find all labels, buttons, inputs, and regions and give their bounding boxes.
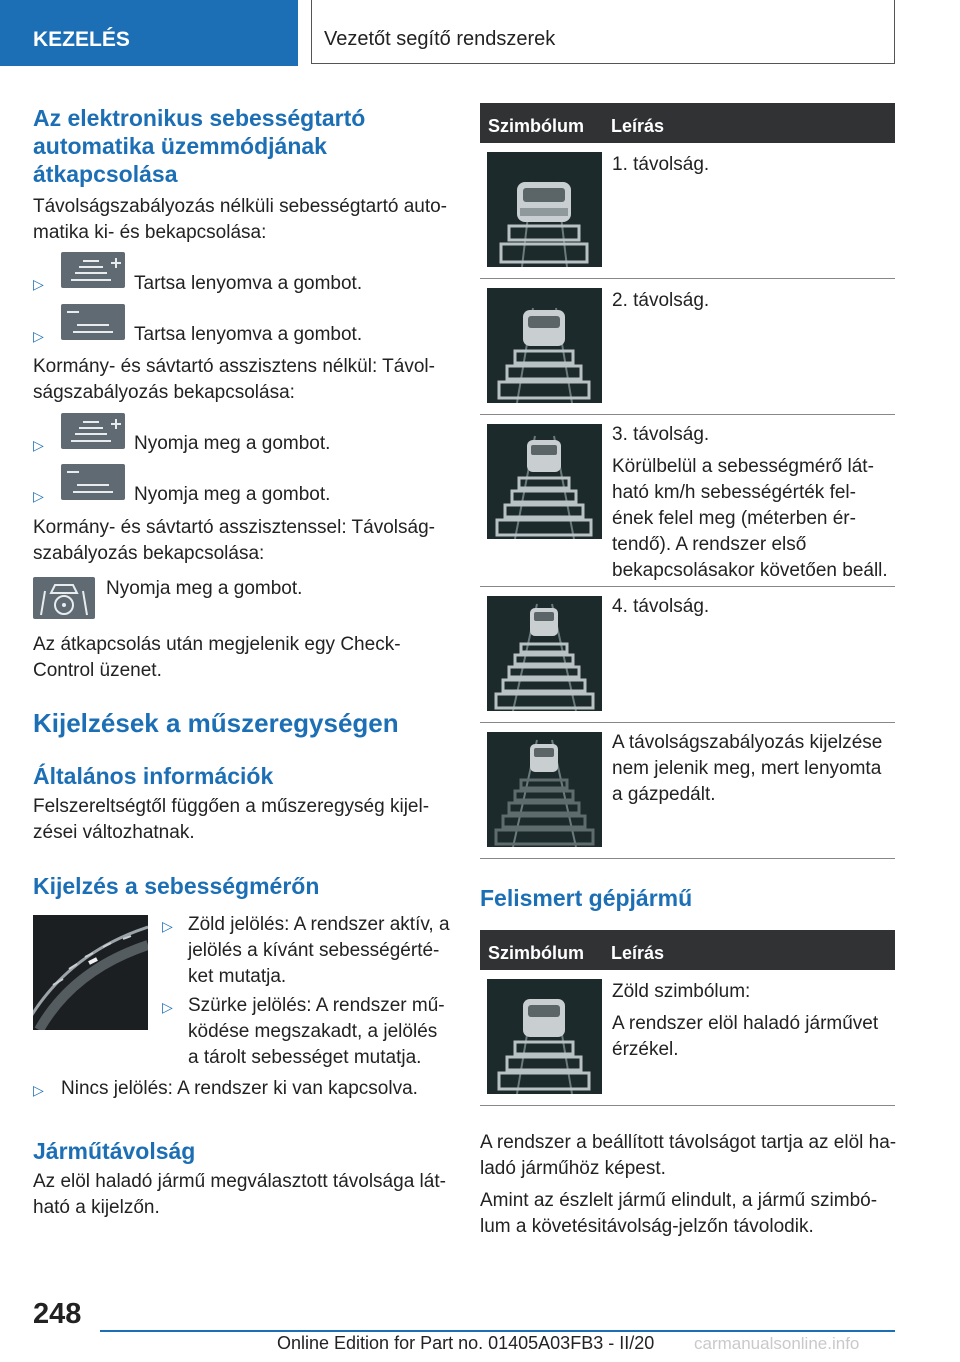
paragraph-check-control: Az átkapcsolás után megjelenik egy Check- Control üzenet. — [33, 634, 401, 681]
bullet-triangle-icon: ▷ — [33, 328, 44, 344]
heading-switch-mode: Az elektronikus sebességtartó automatika üzemmódjának átkapcsolása — [33, 105, 366, 187]
column-header-symbol: Szimbólum — [488, 943, 585, 963]
paragraph-general-info: Felszereltségtől függően a műszeregység kijel- zései változhatnak. — [33, 796, 430, 843]
step-text: Tartsa lenyomva a gombot. — [134, 273, 363, 294]
distance-minus-button-icon — [61, 304, 125, 340]
paragraph-no-lane-assist: Kormány- és sávtartó asszisztens nélkül: Távol- ságszabályozás bekapcsolása: — [33, 356, 435, 403]
distance-minus-button-icon — [61, 464, 125, 500]
steering-assist-button-icon — [33, 577, 95, 619]
distance-inactive-symbol-icon — [487, 732, 602, 847]
detected-vehicle-symbol-icon — [487, 979, 602, 1094]
table-header — [480, 930, 895, 970]
column-header-description: Leírás — [611, 943, 665, 963]
heading-general-info: Általános információk — [33, 763, 274, 789]
heading-detected-vehicle: Felismert gépjármű — [480, 885, 693, 911]
heading-instrument-cluster: Kijelzések a műszeregységen — [33, 708, 399, 738]
bullet-triangle-icon: ▷ — [162, 999, 173, 1015]
table-divider — [480, 722, 895, 723]
bullet-green-mark: Zöld jelölés: A rendszer aktív, a jelölés a kívánt sebességérté- ket mutatja. — [188, 914, 450, 987]
distance-3-description: 3. távolság. Körülbelül a sebességmérő lát- ható km/h sebességérték fel- ének felel meg (méterben ér- tendő). A rendszer első bekapcsolásakor követően beáll. — [612, 424, 888, 581]
distance-plus-button-icon — [61, 413, 125, 449]
table-divider — [480, 586, 895, 587]
paragraph-vehicle-distance: Az elöl haladó jármű megválasztott távolsága lát- ható a kijelzőn. — [33, 1171, 446, 1218]
distance-1-description: 1. távolság. — [612, 154, 710, 175]
bullet-triangle-icon: ▷ — [162, 918, 173, 934]
paragraph-distance-kept: A rendszer a beállított távolságot tartja az elöl ha- ladó járműhöz képest. — [480, 1132, 897, 1179]
table-divider — [480, 278, 895, 279]
footer-line — [100, 1330, 895, 1332]
bullet-triangle-icon: ▷ — [33, 488, 44, 504]
table-divider — [480, 1105, 895, 1106]
distance-3-symbol-icon — [487, 424, 602, 539]
footer-watermark: carmanualsonline.info — [694, 1334, 860, 1353]
footer-edition: Online Edition for Part no. 01405A03FB3 - II/20 — [277, 1333, 655, 1353]
table-header — [480, 103, 895, 143]
column-header-description: Leírás — [611, 116, 665, 136]
step-text: Nyomja meg a gombot. — [106, 578, 303, 599]
distance-2-description: 2. távolság. — [612, 290, 710, 311]
table-divider — [480, 414, 895, 415]
distance-4-symbol-icon — [487, 596, 602, 711]
chapter-title: Vezetőt segítő rendszerek — [311, 0, 895, 64]
page-number: 248 — [33, 1298, 82, 1330]
heading-speedometer: Kijelzés a sebességmérőn — [33, 873, 320, 899]
intro-text: Távolságszabályozás nélküli sebességtartó auto- matika ki- és bekapcsolása: — [33, 196, 448, 243]
bullet-grey-mark: Szürke jelölés: A rendszer mű- ködése megszakadt, a jelölés a tárolt sebességet mutatja. — [188, 995, 445, 1068]
table-divider — [480, 858, 895, 859]
step-text: Nyomja meg a gombot. — [134, 484, 331, 505]
distance-4-description: 4. távolság. — [612, 596, 710, 617]
distance-2-symbol-icon — [487, 288, 602, 403]
detected-vehicle-description: Zöld szimbólum: A rendszer elöl haladó járművet érzékel. — [612, 981, 879, 1060]
bullet-triangle-icon: ▷ — [33, 1082, 44, 1098]
paragraph-vehicle-moves-away: Amint az észlelt jármű elindult, a jármű szimbó- lum a követésitávolság-jelzőn távolodik. — [480, 1190, 878, 1237]
heading-vehicle-distance: Járműtávolság — [33, 1138, 196, 1164]
distance-1-symbol-icon — [487, 152, 602, 267]
bullet-triangle-icon: ▷ — [33, 276, 44, 292]
section-tab: KEZELÉS — [0, 0, 298, 66]
step-text: Tartsa lenyomva a gombot. — [134, 324, 363, 345]
bullet-no-mark: Nincs jelölés: A rendszer ki van kapcsolva. — [61, 1078, 418, 1099]
bullet-triangle-icon: ▷ — [33, 437, 44, 453]
paragraph-with-lane-assist: Kormány- és sávtartó asszisztenssel: Távolság- szabályozás bekapcsolása: — [33, 517, 435, 564]
speedometer-image — [33, 915, 148, 1030]
step-text: Nyomja meg a gombot. — [134, 433, 331, 454]
column-header-symbol: Szimbólum — [488, 116, 585, 136]
distance-inactive-description: A távolságszabályozás kijelzése nem jelenik meg, mert lenyomta a gázpedált. — [612, 732, 883, 805]
distance-plus-button-icon — [61, 252, 125, 288]
